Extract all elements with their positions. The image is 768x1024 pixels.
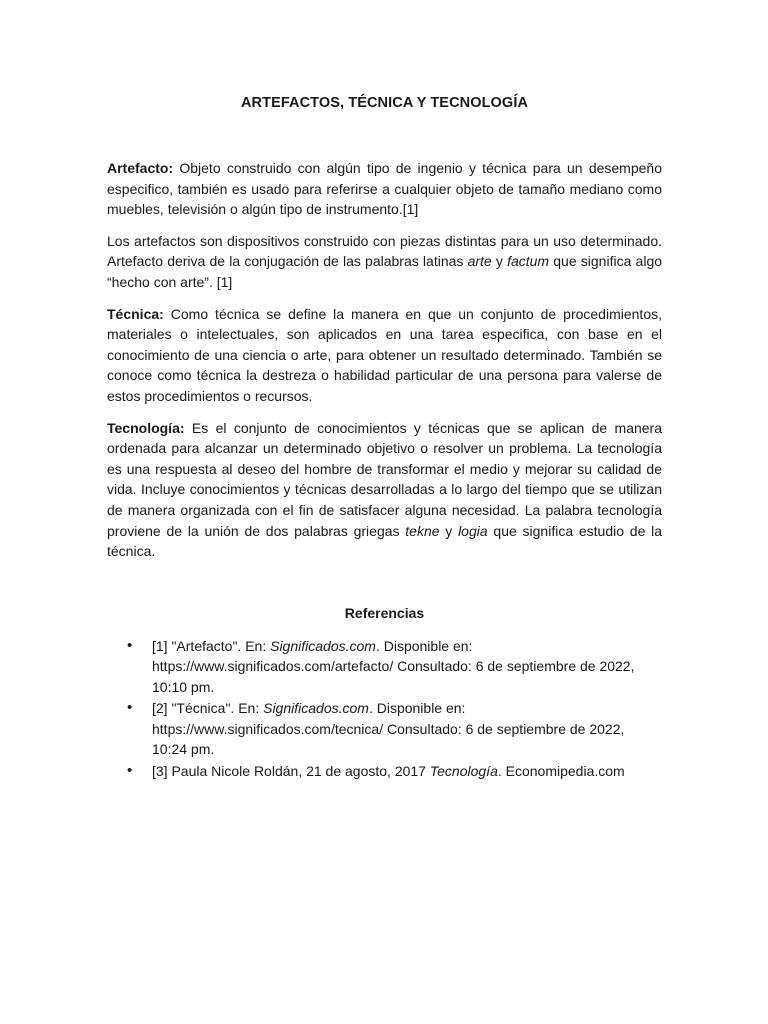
paragraph-text: y: [491, 253, 508, 270]
reference-item-1: [107, 636, 662, 698]
reference-source: Significados.com: [270, 637, 376, 654]
paragraph-tecnica: [107, 304, 662, 407]
term-label-artefacto: Artefacto:: [107, 160, 174, 176]
paragraph-artefacto: [107, 158, 662, 220]
reference-source: Significados.com: [263, 700, 369, 717]
paragraph-text: que significa estudio de la técnica.: [107, 522, 663, 560]
term-label-tecnica: Técnica:: [107, 305, 164, 322]
references-heading: Referencias: [344, 604, 425, 621]
latin-term-arte: arte: [467, 253, 492, 270]
paragraph-tecnologia: [107, 418, 662, 562]
reference-source: Tecnología: [429, 762, 498, 779]
definition-tecnica: Como técnica se define la manera en que un conjunto de procedimientos, materiales o intelectuales, son aplicados en una tarea especifica, con base en el conocimiento de una ciencia o arte, para obtener un resultado determinado. También se conoce como técnica la destreza o habilidad particular de una persona para valerse de estos procedimientos o recursos.: [107, 305, 662, 404]
reference-text: [2] "Técnica". En:: [152, 700, 264, 717]
document-title: ARTEFACTOS, TÉCNICA Y TECNOLOGÍA: [240, 95, 529, 111]
paragraph-artefactos: [107, 231, 662, 293]
reference-text: . Disponible en: https://www.significados.com/artefacto/ Consultado: 6 de septiembre de 2022, 10:10 pm.: [152, 637, 635, 695]
latin-term-factum: factum: [507, 253, 550, 270]
greek-term-logia: logia: [458, 522, 488, 539]
definition-tecnologia: Es el conjunto de conocimientos y técnicas que se aplican de manera ordenada para alcanzar un determinado objetivo o resolver un problema. La tecnología es una respuesta al deseo del hombre de transformar el medio y mejorar su calidad de vida. Incluye conocimientos y técnicas desarrolladas a lo largo del tiempo que se utilizan de manera organizada con el fin de satisfacer alguna necesidad. La palabra tecnología proviene de la unión de dos palabras griegas: [107, 419, 662, 539]
reference-item-2: [107, 698, 662, 760]
references-list: [107, 636, 662, 782]
greek-term-tekne: tekne: [405, 522, 440, 539]
paragraph-text: Los artefactos son dispositivos construido con piezas distintas para un uso determinado. Artefacto deriva de la conjugación de las palabras latinas: [107, 232, 662, 270]
term-label-tecnologia: Tecnología:: [107, 419, 185, 436]
reference-text: . Economipedia.com: [497, 762, 625, 779]
paragraph-text: y: [439, 522, 459, 539]
paragraph-text: que significa algo “hecho con arte”. [1]: [107, 253, 663, 290]
reference-text: [1] "Artefacto". En:: [152, 637, 271, 654]
reference-text: . Disponible en: https://www.significados.com/tecnica/ Consultado: 6 de septiembre de 2022, 10:24 pm.: [152, 700, 625, 758]
reference-text: [3] Paula Nicole Roldán, 21 de agosto, 2017: [152, 762, 430, 779]
reference-item-3: [107, 761, 662, 782]
definition-artefacto: Objeto construido con algún tipo de ingenio y técnica para un desempeño especifico, también es usado para referirse a cualquier objeto de tamaño mediano como muebles, televisión o algún tipo de instrumento.[1]: [107, 160, 662, 218]
